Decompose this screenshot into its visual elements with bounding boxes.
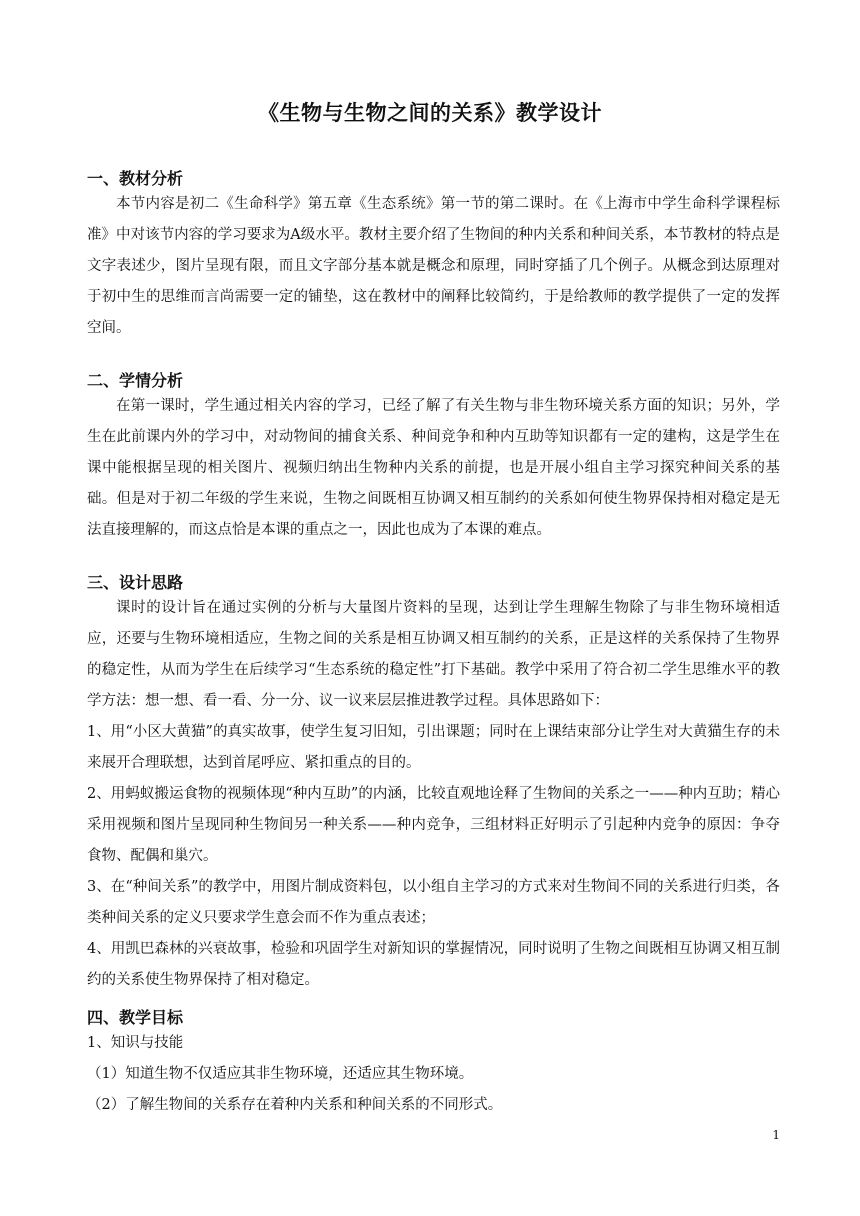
paragraph-design-item-3: 3、在“种间关系”的教学中，用图片制成资料包，以小组自主学习的方式来对生物间不同的关系进行归类，各类种间关系的定义只要求学生意会而不作为重点表述； xyxy=(87,879,780,926)
goal-item-1: （1）知道生物不仅适应其非生物环境，还适应其生物环境。 xyxy=(87,1066,474,1082)
paragraph-design-intro: 课时的设计旨在通过实例的分析与大量图片资料的呈现，达到让学生理解生物除了与非生物环境相适应，还要与生物环境相适应，生物之间的关系是相互协调又相互制约的关系，正是这样的关系保持了生物界的稳定性，从而为学生在后续学习“生态系统的稳定性”打下基础。教学中采用了符合初二学生思维水平的教学方法：想一想、看一看、分一分、议一议来层层推进教学过程。具体思路如下： xyxy=(87,600,780,709)
page-number: 1 xyxy=(772,1128,780,1142)
document-title: 《生物与生物之间的关系》教学设计 xyxy=(258,100,602,125)
paragraph-design-item-4: 4、用凯巴森林的兴衰故事，检验和巩固学生对新知识的掌握情况，同时说明了生物之间既相互协调又相互制约的关系使生物界保持了相对稳定。 xyxy=(87,941,780,988)
paragraph-design-item-1: 1、用“小区大黄猫”的真实故事，使学生复习旧知，引出课题；同时在上课结束部分让学生对大黄猫生存的未来展开合理联想，达到首尾呼应、紧扣重点的目的。 xyxy=(87,724,780,771)
paragraph-textbook-analysis: 本节内容是初二《生命科学》第五章《生态系统》第一节的第二课时。在《上海市中学生命科学课程标准》中对该节内容的学习要求为A级水平。教材主要介绍了生物间的种内关系和种间关系，本节教材的特点是文字表述少，图片呈现有限，而且文字部分基本就是概念和原理，同时穿插了几个例子。从概念到达原理对于初中生的思维而言尚需要一定的铺垫，这在教材中的阐释比较简约，于是给教师的教学提供了一定的发挥空间。 xyxy=(87,196,780,336)
paragraph-design-item-2: 2、用蚂蚁搬运食物的视频体现“种内互助”的内涵，比较直观地诠释了生物间的关系之一——种内互助；精心采用视频和图片呈现同种生物间另一种关系——种内竞争，三组材料正好明示了引起种内竞争的原因：争夺食物、配偶和巢穴。 xyxy=(87,786,780,864)
goal-knowledge-skills: 1、知识与技能 xyxy=(87,1035,184,1051)
section-heading-design-ideas: 三、设计思路 xyxy=(87,573,184,592)
goal-item-2: （2）了解生物间的关系存在着种内关系和种间关系的不同形式。 xyxy=(87,1097,503,1113)
section-heading-student-analysis: 二、学情分析 xyxy=(87,371,184,390)
paragraph-student-analysis: 在第一课时，学生通过相关内容的学习，已经了解了有关生物与非生物环境关系方面的知识；另外，学生在此前课内外的学习中，对动物间的捕食关系、种间竞争和种内互助等知识都有一定的建构，这是学生在课中能根据呈现的相关图片、视频归纳出生物种内关系的前提，也是开展小组自主学习探究种间关系的基础。但是对于初二年级的学生来说，生物之间既相互协调又相互制约的关系如何使生物界保持相对稳定是无法直接理解的，而这点恰是本课的重点之一，因此也成为了本课的难点。 xyxy=(87,398,780,538)
section-heading-teaching-goals: 四、教学目标 xyxy=(87,1008,184,1027)
section-heading-textbook-analysis: 一、教材分析 xyxy=(87,169,184,188)
